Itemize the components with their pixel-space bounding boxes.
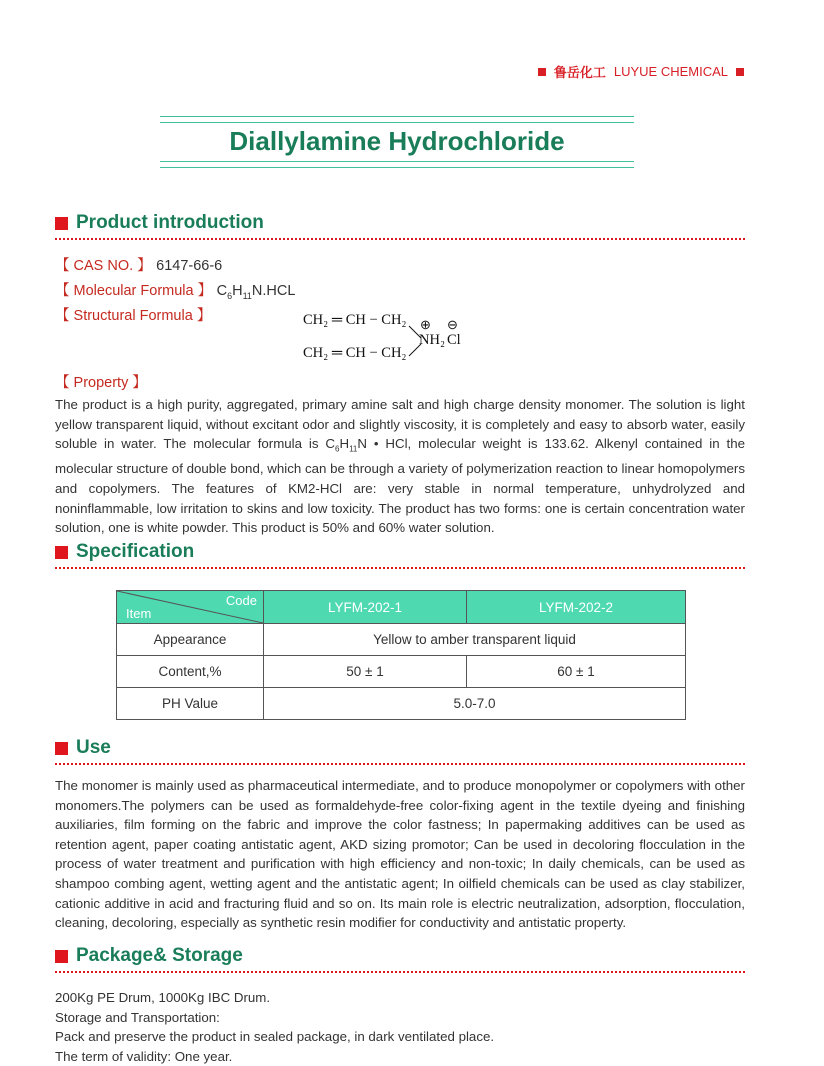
table-row (117, 656, 686, 688)
section-divider (55, 238, 745, 240)
header-col1: LYFM-202-1 (264, 591, 467, 624)
package-line: 200Kg PE Drum, 1000Kg IBC Drum. (55, 990, 271, 1005)
table-row (117, 624, 686, 656)
section-divider (55, 763, 745, 765)
section-divider (55, 971, 745, 973)
package-line: Pack and preserve the product in sealed package, in dark ventilated place. (55, 1029, 495, 1045)
row-name: Appearance (117, 624, 264, 656)
formula-top-chain: CH₂ ═ CH − CH₂ (303, 312, 407, 328)
row-value-col1: 50 ± 1 (264, 656, 467, 688)
table-row (117, 688, 686, 720)
title-bottom-rule (160, 161, 634, 168)
section-specification (55, 539, 745, 569)
row-name: PH Value (117, 688, 264, 720)
section-package-storage (55, 943, 745, 973)
plus-charge-icon: ⊕ (420, 317, 431, 332)
package-line: The term of validity: One year. (55, 1048, 233, 1064)
table-header-row (117, 591, 686, 624)
section-bullet-icon (55, 217, 68, 230)
section-bullet-icon (55, 742, 68, 755)
section-heading: Package& Storage (76, 945, 243, 966)
title-top-rule (160, 116, 634, 123)
section-heading: Specification (76, 541, 195, 562)
formula-bottom-chain: CH₂ ═ CH − CH₂ (303, 345, 407, 361)
section-divider (55, 567, 745, 569)
molecular-formula-line (55, 278, 745, 303)
row-value: Yellow to amber transparent liquid (264, 624, 686, 656)
molecular-formula-label: 【 Molecular Formula 】 (55, 283, 213, 299)
header-item: Item (126, 606, 152, 621)
brand-square-icon (736, 68, 744, 76)
brand-english-name: LUYUE CHEMICAL (613, 64, 728, 79)
structural-formula (303, 312, 483, 368)
row-value-col2: 60 ± 1 (467, 656, 686, 688)
formula-nh2: NH₂ (419, 332, 445, 348)
use-paragraph: The monomer is mainly used as pharmaceutical intermediate, and to produce monopolymer or copolymers with other monomers.The polymers can be used as formaldehyde-free color-fixing agent in the textile dyeing and finishing auxiliaries, film forming on the fabric and improve the color fastness; In papermaking additives can be used as retention agent, paper coating antistatic agent, AKD sizing promotor; Can be used in decoloring flocculation in the process of water treatment and purification with high efficiency and non-toxic; In daily chemicals, can be used as shampoo combing agent, wetting agent and the antistatic agent; In oilfield chemicals can be used as clay stabilizer, cationic additive in acid and fracturing fluid and so on. Its main role is electric neutralization, adsorption, flocculation, cleaning, decoloring, especially as synthetic resin modifier for conductivity and antistatic property. (55, 778, 745, 931)
property-block (55, 370, 745, 538)
brand-header (538, 62, 744, 81)
property-paragraph: The product is a high purity, aggregated, primary amine salt and high charge density monomer. The solution is light yellow transparent liquid, without excitant odor and slightly viscosity, it is completely and easy to absorb water, easily soluble in water. The molecular formula is $C_6H_{11}N$ • HCl, molecular weight is 133.62. Alkenyl contained in the molecular structure of double bond, which can be through a variety of polymerization reaction to linear homopolymers and copolymers. The features of KM2-HCl are: very stable in normal temperature, unhydrolyzed and noninflammable, low irritation to skins and low toxicity. The product has two forms: one is certain concentration water solution, one is white powder. This product is 50% and 60% water solution. (55, 397, 745, 536)
cas-label: 【 CAS NO. 】 (55, 258, 152, 274)
header-code: Code (225, 593, 257, 608)
section-heading: Product introduction (76, 212, 264, 233)
property-label: 【 Property 】 (55, 375, 147, 391)
package-block (55, 988, 745, 1066)
section-use (55, 735, 745, 765)
specification-table (116, 590, 686, 720)
row-name: Content,% (117, 656, 264, 688)
minus-charge-icon: ⊖ (447, 317, 458, 332)
use-block (55, 776, 745, 933)
package-line: Storage and Transportation: (55, 1009, 220, 1025)
formula-cl: Cl (447, 332, 461, 348)
section-product-introduction (55, 210, 745, 240)
header-col2: LYFM-202-2 (467, 591, 686, 624)
section-bullet-icon (55, 546, 68, 559)
row-value: 5.0-7.0 (264, 688, 686, 720)
brand-square-icon (538, 68, 546, 76)
cas-value: 6147-66-6 (156, 258, 223, 274)
section-heading: Use (76, 737, 111, 758)
title-box (160, 116, 634, 168)
brand-chinese-name: 鲁岳化工 (553, 65, 606, 80)
section-bullet-icon (55, 950, 68, 963)
structural-formula-label: 【 Structural Formula 】 (55, 308, 212, 324)
page-title: Diallylamine Hydrochloride (229, 126, 565, 156)
table-header-diagonal-cell (117, 591, 264, 624)
molecular-formula-value: $C_6H_{11}N.HCL$ (216, 283, 296, 301)
